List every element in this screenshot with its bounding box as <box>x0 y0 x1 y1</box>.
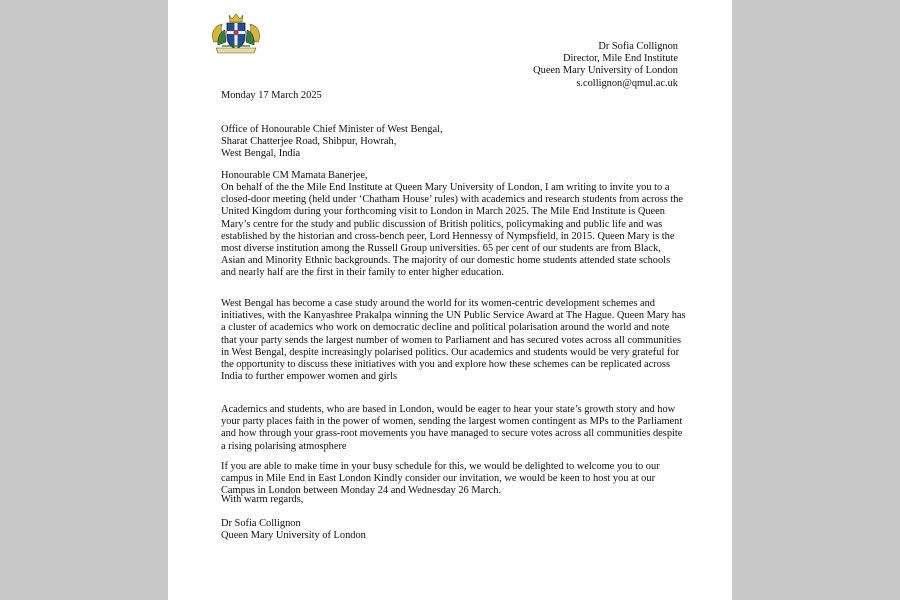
sender-institution: Queen Mary University of London <box>533 65 678 77</box>
university-crest-logo <box>208 12 264 56</box>
body-paragraph: West Bengal has become a case study around the world for its women-centric development schemes and initiatives, with the Kanyashree Prakalpa winning the UN Public Service Award at The Hague. Queen Mary has a cluster of academics who work on democratic decline and political polarisation around the world and note that your party sends the largest number of women to Parliament and has secured votes across all communities in West Bengal, despite increasingly polarised politics. Our academics and students would be very grateful for the opportunity to discuss these initiatives with you and explore how these schemes can be replicated across India to further empower women and girls <box>221 298 686 383</box>
recipient-line: West Bengal, India <box>221 148 301 160</box>
signature-name: Dr Sofia Collignon <box>221 518 301 529</box>
sender-email: s.collignon@qmul.ac.uk <box>576 77 678 89</box>
signature-institution: Queen Mary University of London <box>221 530 366 542</box>
letter-page <box>168 0 732 600</box>
body-paragraph: On behalf of the the Mile End Institute at Queen Mary University of London, I am writing to invite you to a closed-door meeting (held under ‘Chatham House’ rules) with academics and research students from across the United Kingdom during your forthcoming visit to London in March 2025. The Mile End Institute is Queen Mary’s centre for the study and public discussion of British politics, policymaking and public life and was established by the historian and cross-bench peer, Lord Hennessy of Nympsfield, in 2015. Queen Mary is the most diverse institution among the Russell Group universities. 65 per cent of our students are from Black, Asian and Minority Ethnic backgrounds. The majority of our domestic home students attended state schools and nearly half are the first in their family to enter higher education. <box>221 182 684 279</box>
sender-name: Dr Sofia Collignon <box>598 41 678 52</box>
body-paragraph: If you are able to make time in your busy schedule for this, we would be delighted to welcome you to our campus in Mile End in East London Kindly consider our invitation, we would be keen to host you at our Campus in London between Monday 24 and Wednesday 26 March. <box>221 461 660 497</box>
sender-title: Director, Mile End Institute <box>562 53 678 65</box>
recipient-line: Sharat Chatterjee Road, Shibpur, Howrah, <box>221 136 397 148</box>
recipient-line: Office of Honourable Chief Minister of West Bengal, <box>221 124 443 135</box>
body-paragraph: Academics and students, who are based in London, would be eager to hear your state’s growth story and how your party places faith in the power of women, sending the largest women contingent as MPs to the Parliament and how through your grass-root movements you have managed to secure votes across all communities despite a rising polarising atmosphere <box>221 404 683 452</box>
letter-date: Monday 17 March 2025 <box>221 90 322 101</box>
salutation: Honourable CM Mamata Banerjee, <box>221 170 368 181</box>
signature-block <box>221 518 366 542</box>
recipient-address <box>221 124 443 161</box>
closing-line: With warm regards, <box>221 494 304 505</box>
sender-address <box>533 41 678 90</box>
